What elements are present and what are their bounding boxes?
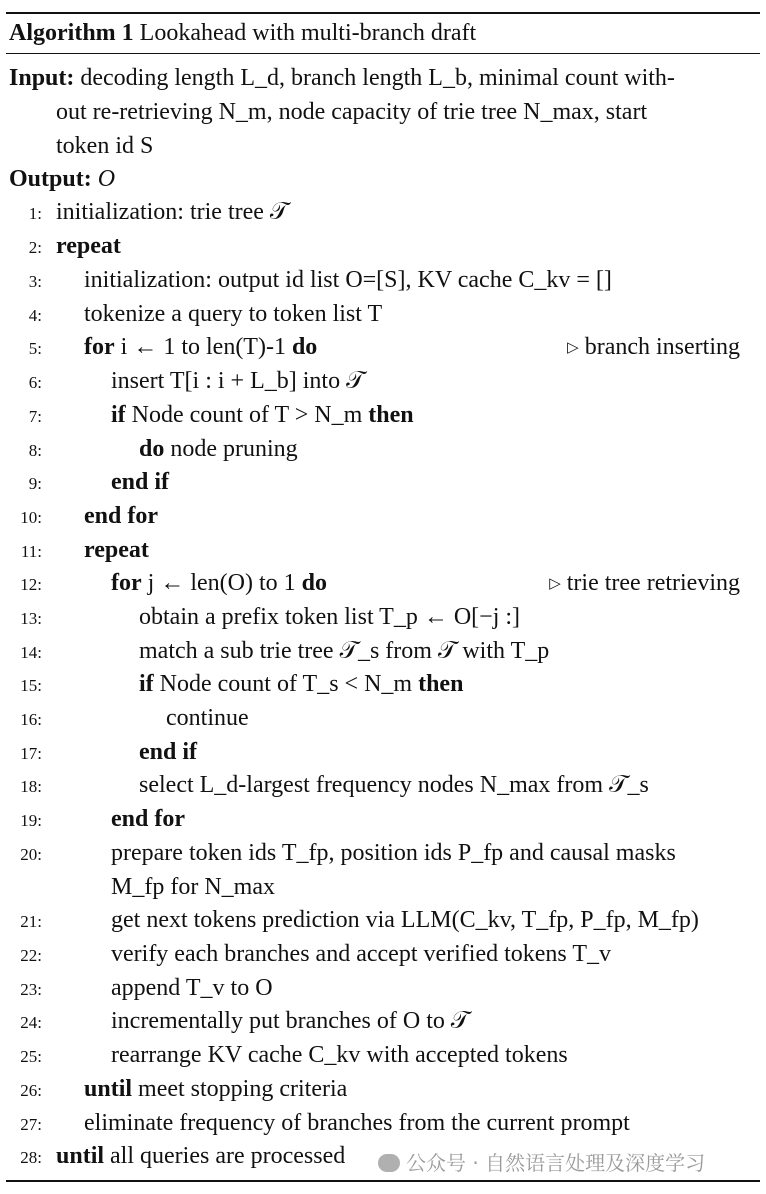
algorithm-title: Lookahead with multi-branch draft bbox=[139, 20, 477, 46]
line-number: 11: bbox=[20, 542, 42, 561]
step-text: for i ← 1 to len(T)-1 do bbox=[84, 334, 318, 360]
comment-triangle-icon: ▷ bbox=[567, 340, 579, 356]
line-number: 13: bbox=[20, 609, 42, 628]
line-number: 1: bbox=[28, 204, 42, 223]
line-number: 15: bbox=[20, 676, 42, 695]
line-number: 20: bbox=[20, 845, 42, 864]
step-text: incrementally put branches of O to 𝒯 bbox=[111, 1008, 470, 1034]
input-label: Input: bbox=[9, 65, 75, 91]
step-text: rearrange KV cache C_kv with accepted tokens bbox=[111, 1042, 568, 1068]
step-text: eliminate frequency of branches from the current prompt bbox=[84, 1110, 630, 1136]
step-comment: ▷ trie tree retrieving bbox=[549, 570, 740, 596]
line-number: 24: bbox=[20, 1013, 42, 1032]
line-number: 5: bbox=[28, 339, 42, 358]
line-number: 9: bbox=[28, 474, 42, 493]
input-line-2: out re-retrieving N_m, node capacity of trie tree N_max, start bbox=[56, 99, 648, 125]
step-text: M_fp for N_max bbox=[111, 874, 275, 900]
step-text: end if bbox=[139, 739, 198, 765]
line-number: 14: bbox=[20, 643, 42, 662]
line-number: 19: bbox=[20, 811, 42, 830]
step-text: until all queries are processed bbox=[56, 1143, 346, 1169]
line-number: 25: bbox=[20, 1047, 42, 1066]
output-value: O bbox=[97, 166, 116, 192]
line-number: 18: bbox=[20, 777, 42, 796]
line-number: 6: bbox=[28, 373, 42, 392]
line-number: 10: bbox=[20, 508, 42, 527]
step-text: until meet stopping criteria bbox=[84, 1076, 348, 1102]
line-number: 3: bbox=[28, 272, 42, 291]
input-spec bbox=[9, 61, 753, 163]
line-number: 23: bbox=[20, 980, 42, 999]
step-text: continue bbox=[166, 705, 249, 731]
line-number: 17: bbox=[20, 744, 42, 763]
algorithm-number: Algorithm 1 bbox=[9, 20, 134, 46]
wechat-icon bbox=[378, 1154, 400, 1172]
watermark bbox=[378, 1147, 705, 1176]
step-text: repeat bbox=[56, 233, 121, 259]
input-line-3: token id S bbox=[56, 133, 154, 159]
step-text: match a sub trie tree 𝒯_s from 𝒯 with T_p bbox=[139, 638, 550, 664]
step-text: select L_d-largest frequency nodes N_max from 𝒯_s bbox=[139, 772, 649, 798]
output-label: Output: bbox=[9, 166, 92, 192]
output-spec bbox=[9, 162, 115, 196]
line-number: 28: bbox=[20, 1148, 42, 1167]
step-text: if Node count of T_s < N_m then bbox=[139, 671, 464, 697]
line-number: 22: bbox=[20, 946, 42, 965]
line-number: 4: bbox=[28, 306, 42, 325]
step-text: get next tokens prediction via LLM(C_kv, T_fp, P_fp, M_fp) bbox=[111, 907, 699, 933]
step-text: end for bbox=[84, 503, 158, 529]
step-text: obtain a prefix token list T_p ← O[−j :] bbox=[139, 604, 521, 630]
line-number: 21: bbox=[20, 912, 42, 931]
step-text: append T_v to O bbox=[111, 975, 273, 1001]
input-line-1: decoding length L_d, branch length L_b, minimal count with- bbox=[80, 65, 675, 91]
caption-rule bbox=[6, 53, 760, 54]
watermark-text: 公众号 · 自然语言处理及深度学习 bbox=[406, 1151, 706, 1175]
step-text: tokenize a query to token list T bbox=[84, 301, 383, 327]
step-text: do node pruning bbox=[139, 436, 298, 462]
step-text: initialization: trie tree 𝒯 bbox=[56, 199, 289, 225]
line-number: 8: bbox=[28, 441, 42, 460]
algorithm-caption bbox=[9, 16, 476, 50]
step-text: repeat bbox=[84, 537, 149, 563]
step-text: initialization: output id list O=[S], KV cache C_kv = [] bbox=[84, 267, 612, 293]
comment-triangle-icon: ▷ bbox=[549, 576, 561, 592]
top-rule bbox=[6, 12, 760, 14]
line-number: 26: bbox=[20, 1081, 42, 1100]
step-text: insert T[i : i + L_b] into 𝒯 bbox=[111, 368, 365, 394]
line-number: 16: bbox=[20, 710, 42, 729]
step-text: prepare token ids T_fp, position ids P_fp and causal masks bbox=[111, 840, 676, 866]
line-number: 12: bbox=[20, 575, 42, 594]
line-number: 7: bbox=[28, 407, 42, 426]
step-text: if Node count of T > N_m then bbox=[111, 402, 414, 428]
bottom-rule bbox=[6, 1180, 760, 1182]
step-text: verify each branches and accept verified tokens T_v bbox=[111, 941, 611, 967]
step-text: for j ← len(O) to 1 do bbox=[111, 570, 327, 596]
line-number: 27: bbox=[20, 1115, 42, 1134]
step-text: end for bbox=[111, 806, 185, 832]
line-number: 2: bbox=[28, 238, 42, 257]
step-comment: ▷ branch inserting bbox=[567, 334, 740, 360]
step-text: end if bbox=[111, 469, 170, 495]
